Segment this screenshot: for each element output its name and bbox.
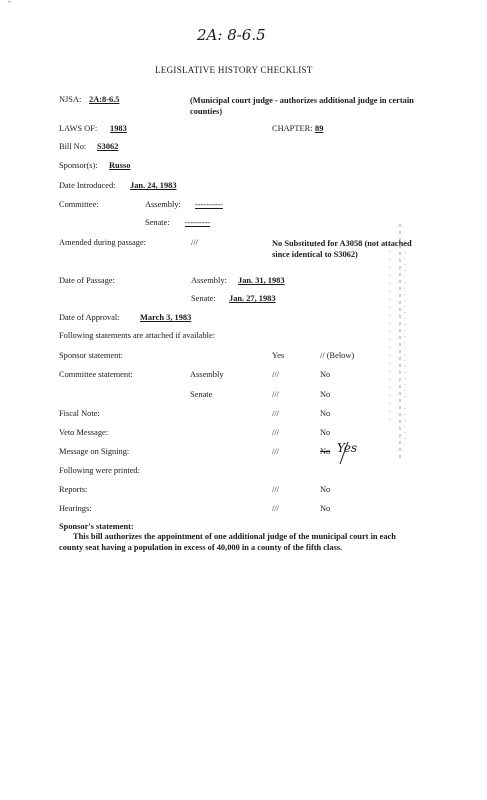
hearings-col1: /// [272, 504, 279, 513]
amended-label: Amended during passage: [59, 238, 146, 247]
laws-of-label: LAWS OF: [59, 124, 98, 133]
committee-assembly-label: Assembly: [145, 200, 181, 209]
reports-col2: No [320, 485, 331, 494]
committee-statement-senate: Senate [190, 390, 213, 399]
bill-no-label: Bill No: [59, 142, 87, 151]
committee-assembly-value: ---------- [195, 200, 223, 209]
chapter-value: 89 [315, 124, 324, 133]
committee-statement-label: Committee statement: [59, 370, 133, 379]
sponsor-statement-label: Sponsor statement: [59, 351, 123, 360]
sponsor-statement-col2: // (Below) [320, 351, 355, 360]
committee-statement-assembly-col2: No [320, 370, 331, 379]
message-signing-handwritten: Yes [337, 441, 358, 455]
statement-heading: Sponsor's statement: [59, 522, 134, 531]
date-of-passage-label: Date of Passage: [59, 276, 115, 285]
committee-label: Committee: [59, 200, 99, 209]
committee-statement-assembly-col1: /// [272, 370, 279, 379]
page-title: LEGISLATIVE HISTORY CHECKLIST [155, 65, 313, 75]
corner-mark: " [8, 0, 11, 8]
hearings-label: Hearings: [59, 504, 92, 513]
handwritten-slash-mark [334, 440, 354, 466]
amended-value: /// [191, 238, 198, 247]
bill-no-value: S3062 [97, 142, 119, 151]
laws-of-value: 1983 [110, 124, 127, 133]
message-signing-col1: /// [272, 447, 279, 456]
date-of-approval-label: Date of Approval: [59, 313, 120, 322]
passage-senate-value: Jan. 27, 1983 [229, 294, 276, 303]
reports-col1: /// [272, 485, 279, 494]
fiscal-note-col1: /// [272, 409, 279, 418]
hearings-col2: No [320, 504, 331, 513]
chapter-label: CHAPTER: [272, 124, 313, 133]
sponsor-statement-col1: Yes [272, 351, 285, 360]
veto-message-col2: No [320, 428, 331, 437]
passage-assembly-value: Jan. 31, 1983 [238, 276, 285, 285]
committee-statement-senate-col2: No [320, 390, 331, 399]
statement-body: This bill authorizes the appointment of one additional judge of the municipal court in each county seat having a population in excess of 40,000 in a county of the fifth class. [59, 532, 396, 552]
following-attached: Following statements are attached if available: [59, 331, 216, 340]
fiscal-note-label: Fiscal Note: [59, 409, 100, 418]
handwritten-header: 2A: 8-6.5 [197, 26, 266, 44]
date-introduced-label: Date Introduced: [59, 181, 116, 190]
passage-assembly-label: Assembly: [191, 276, 227, 285]
passage-senate-label: Senate: [191, 294, 216, 303]
date-introduced-value: Jan. 24, 1983 [130, 181, 177, 190]
amended-note: No Substituted for A3058 (not attached since identical to S3062) [272, 239, 412, 259]
following-printed-label: Following were printed: [59, 466, 140, 475]
committee-statement-assembly: Assembly [190, 370, 224, 379]
vertical-stamp-marks [380, 220, 420, 470]
njsa-label: NJSA: [59, 95, 82, 104]
message-signing-label: Message on Signing: [59, 447, 130, 456]
fiscal-note-col2: No [320, 409, 331, 418]
njsa-description: (Municipal court judge - authorizes additional judge in certain counties) [190, 96, 414, 116]
veto-message-col1: /// [272, 428, 279, 437]
sponsors-label: Sponsor(s): [59, 161, 98, 170]
committee-statement-senate-col1: /// [272, 390, 279, 399]
committee-senate-value: --------- [185, 218, 211, 227]
veto-message-label: Veto Message: [59, 428, 109, 437]
sponsors-value: Russo [109, 161, 131, 170]
message-signing-col2: No [320, 447, 331, 456]
reports-label: Reports: [59, 485, 88, 494]
njsa-value: 2A:8-6.5 [89, 95, 120, 104]
committee-senate-label: Senate: [145, 218, 170, 227]
date-of-approval-value: March 3, 1983 [140, 313, 192, 322]
